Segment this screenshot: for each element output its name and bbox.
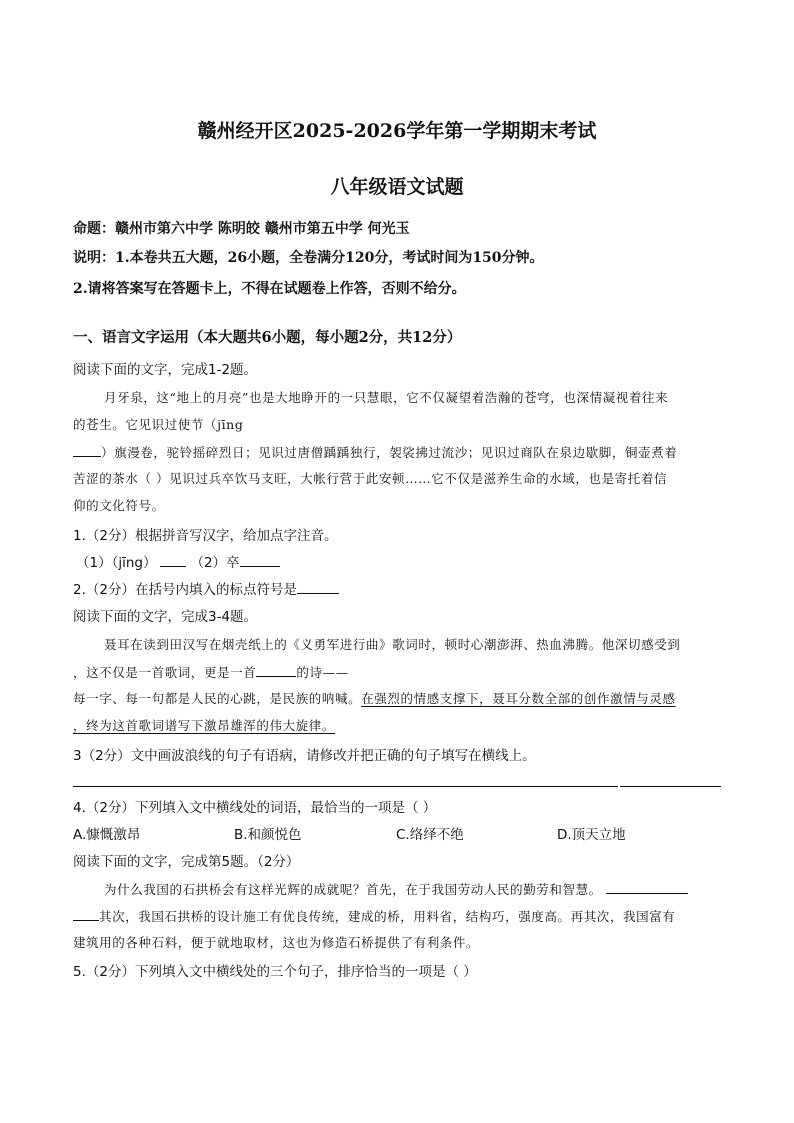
question-1-answers: （1）（jīng） （2）卒 <box>76 551 280 571</box>
passage3-line2: 其次，我国石拱桥的设计施工有优良传统，建成的桥，用料省，结构巧，强度高。再其次，我国富有 <box>73 906 675 925</box>
question-4-option-b: B.和颜悦色 <box>234 827 302 843</box>
instructions-line-2: 2.请将答案写在答题卡上，不得在试题卷上作答，否则不给分。 <box>73 281 466 297</box>
answer-blank <box>73 906 99 921</box>
exam-subtitle: 八年级语文试题 <box>330 176 464 198</box>
section-heading: 一、语言文字运用（本大题共6小题，每小题2分，共12分） <box>73 329 462 346</box>
question-4-option-d: D.顶天立地 <box>557 827 626 843</box>
authors-line: 命题：赣州市第六中学 陈明皎 赣州市第五中学 何光玉 <box>73 221 410 237</box>
answer-blank <box>73 442 101 457</box>
underlined-sentence: 在强烈的情感支撑下，聂耳分数全部的创作激情与灵感 <box>361 691 676 706</box>
passage1-line2: 的苍生。它见识过使节（jīng <box>73 417 244 432</box>
answer-blank <box>240 552 280 567</box>
answer-blank <box>160 552 186 567</box>
question-4-stem: 4.（2分）下列填入文中横线处的词语，最恰当的一项是（ ） <box>73 800 437 816</box>
passage2-line2: ，这不仅是一首歌词，更是一首 的诗—— <box>73 662 349 681</box>
question-4-option-a: A.慷慨激昂 <box>73 827 141 843</box>
passage1-line3: ）旗漫卷，驼铃摇碎烈日；见识过唐僧踽踽独行，袈裟拂过流沙；见识过商队在泉边歇脚，铜壶煮着 <box>73 442 677 461</box>
answer-blank <box>606 879 688 894</box>
answer-blank <box>256 662 296 677</box>
passage3-line1: 为什么我国的石拱桥会有这样光辉的成就呢？首先，在于我国劳动人民的勤劳和智慧。 <box>104 879 688 898</box>
passage2-line4 <box>73 716 335 734</box>
answer-line <box>620 786 721 787</box>
underlined-sentence-end: ，终为这首歌词谱写下激昂雄浑的伟大旋律。 <box>73 718 336 733</box>
exam-title: 赣州经开区2025-2026学年第一学期期末考试 <box>197 120 597 142</box>
passage1-line5: 仰的文化符号。 <box>73 498 165 513</box>
passage1-line4: 苦涩的茶水（ ）见识过兵卒饮马支旺，大帐行营于此安顿……它不仅是滋养生命的水域，也是寄托着信 <box>73 471 668 486</box>
question-5-stem: 5.（2分）下列填入文中横线处的三个句子，排序恰当的一项是（ ） <box>73 964 477 980</box>
question-2-stem: 2.（2分）在括号内填入的标点符号是 <box>73 578 339 598</box>
question-4-option-c: C.络绎不绝 <box>396 827 464 843</box>
instructions-line-1: 说明：1.本卷共五大题，26小题，全卷满分120分，考试时间为150分钟。 <box>73 250 544 266</box>
passage1-line1: 月牙泉，这“地上的月亮”也是大地睁开的一只慧眼，它不仅凝望着浩瀚的苍穹，也深情凝视着往来 <box>104 390 669 405</box>
answer-blank <box>297 579 339 594</box>
passage3-line3: 建筑用的各种石料，便于就地取材，这也为修造石桥提供了有利条件。 <box>73 935 480 950</box>
question-1-stem: 1.（2分）根据拼音写汉字，给加点字注音。 <box>73 528 338 544</box>
answer-line <box>73 786 618 787</box>
reading-intro-2: 阅读下面的文字，完成3-4题。 <box>73 609 258 625</box>
reading-intro-3: 阅读下面的文字，完成第5题。（2分） <box>73 854 300 870</box>
passage2-line1: 聂耳在读到田汉写在烟壳纸上的《义勇军进行曲》歌词时，顿时心潮澎湃、热血沸腾。他深切感受到 <box>104 637 681 652</box>
passage2-line3: 每一字、每一句都是人民的心跳，是民族的呐喊。在强烈的情感支撑下，聂耳分数全部的创作激情与灵感 <box>73 691 676 706</box>
reading-intro-1: 阅读下面的文字，完成1-2题。 <box>73 362 258 378</box>
question-3-stem: 3（2分）文中画波浪线的句子有语病，请修改并把正确的句子填写在横线上。 <box>73 748 536 764</box>
